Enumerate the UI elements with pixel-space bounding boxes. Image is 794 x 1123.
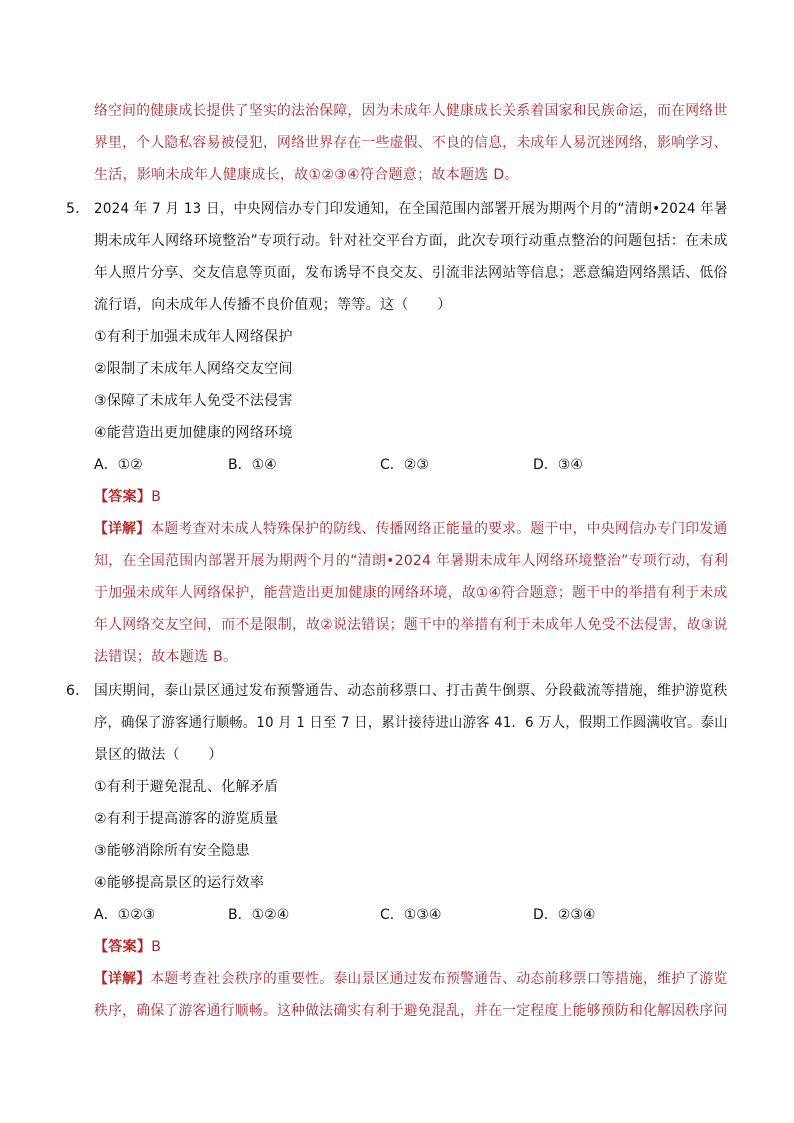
explanation-label: 【详解】 <box>94 971 151 987</box>
explanation-line: 知，在全国范围内部署开展为期两个月的“清朗•2024 年暑期未成年人网络环境整治”专项行动，有利 <box>94 553 729 569</box>
answer-line <box>94 938 161 956</box>
question-stem-line: 期未成年人网络环境整治”专项行动。针对社交平台方面，此次专项行动重点整治的问题包括：在未成 <box>94 233 728 249</box>
question-number: 5． <box>66 201 90 217</box>
option-c: C．②③ <box>380 457 429 473</box>
statement-item: ④能够提高景区的运行效率 <box>94 875 265 891</box>
question-stem-line: 2024 年 7 月 13 日，中央网信办专门印发通知，在全国范围内部署开展为期两个月的“清朗•2024 年暑 <box>94 201 728 217</box>
question-stem-line: 景区的做法（ ） <box>94 747 223 763</box>
option-a: A．①②③ <box>94 907 156 923</box>
explanation-line: 年人网络交友空间，而不是限制，故②说法错误；题干中的举措有利于未成年人免受不法侵害，故③说 <box>94 617 728 633</box>
option-b: B．①②④ <box>228 907 290 923</box>
question-number: 6． <box>66 683 90 699</box>
option-b: B．①④ <box>228 457 277 473</box>
question-stem-line: 年人照片分享、交友信息等页面，发布诱导不良交友、引流非法网站等信息；恶意编造网络黑话、低俗 <box>94 265 728 281</box>
statement-item: ③保障了未成年人免受不法侵害 <box>94 393 293 409</box>
answer-label: 【答案】 <box>94 939 152 955</box>
question-stem-line: 国庆期间，泰山景区通过发布预警通告、动态前移票口、打击黄牛倒票、分段截流等措施，维护游览秩 <box>94 683 728 699</box>
answer-label: 【答案】 <box>94 489 152 505</box>
explanation-line: 界里，个人隐私容易被侵犯，网络世界存在一些虚假、不良的信息，未成年人易沉迷网络，影响学习、 <box>94 135 728 151</box>
option-c: C．①③④ <box>380 907 442 923</box>
statement-item: ④能营造出更加健康的网络环境 <box>94 425 293 441</box>
statement-item: ③能够消除所有安全隐患 <box>94 843 250 859</box>
statement-item: ①有利于加强未成年人网络保护 <box>94 329 293 345</box>
option-d: D．③④ <box>533 457 583 473</box>
statement-item: ②有利于提高游客的游览质量 <box>94 811 279 827</box>
question-stem-line: 流行语，向未成年人传播不良价值观；等等。这（ ） <box>94 297 452 313</box>
option-a: A．①② <box>94 457 143 473</box>
answer-value: B <box>151 489 162 505</box>
explanation-first-line <box>94 520 728 538</box>
explanation-first-line <box>94 970 728 988</box>
statement-item: ①有利于避免混乱、化解矛盾 <box>94 779 279 795</box>
explanation-line: 本题考查对未成人特殊保护的防线、传播网络正能量的要求。题干中，中央网信办专门印发通 <box>150 521 728 537</box>
answer-value: B <box>151 939 162 955</box>
explanation-line: 于加强未成年人网络保护，能营造出更加健康的网络环境，故①④符合题意；题干中的举措有利于未成 <box>94 585 728 601</box>
explanation-line: 法错误；故本题选 B。 <box>94 649 238 665</box>
explanation-line: 生活，影响未成年人健康成长，故①②③④符合题意；故本题选 D。 <box>94 167 519 183</box>
explanation-line: 秩序，确保了游客通行顺畅。这种做法确实有利于避免混乱，并在一定程度上能够预防和化解因秩序问 <box>94 1003 728 1019</box>
answer-line <box>94 488 161 506</box>
explanation-line: 络空间的健康成长提供了坚实的法治保障，因为未成年人健康成长关系着国家和民族命运，而在网络世 <box>94 103 728 119</box>
option-d: D．②③④ <box>533 907 596 923</box>
question-stem-line: 序，确保了游客通行顺畅。10 月 1 日至 7 日，累计接待进山游客 41．6 万人，假期工作圆满收官。泰山 <box>94 715 728 731</box>
explanation-label: 【详解】 <box>94 521 151 537</box>
statement-item: ②限制了未成年人网络交友空间 <box>94 361 293 377</box>
explanation-line: 本题考查社会秩序的重要性。泰山景区通过发布预警通告、动态前移票口等措施，维护了游览 <box>150 971 728 987</box>
